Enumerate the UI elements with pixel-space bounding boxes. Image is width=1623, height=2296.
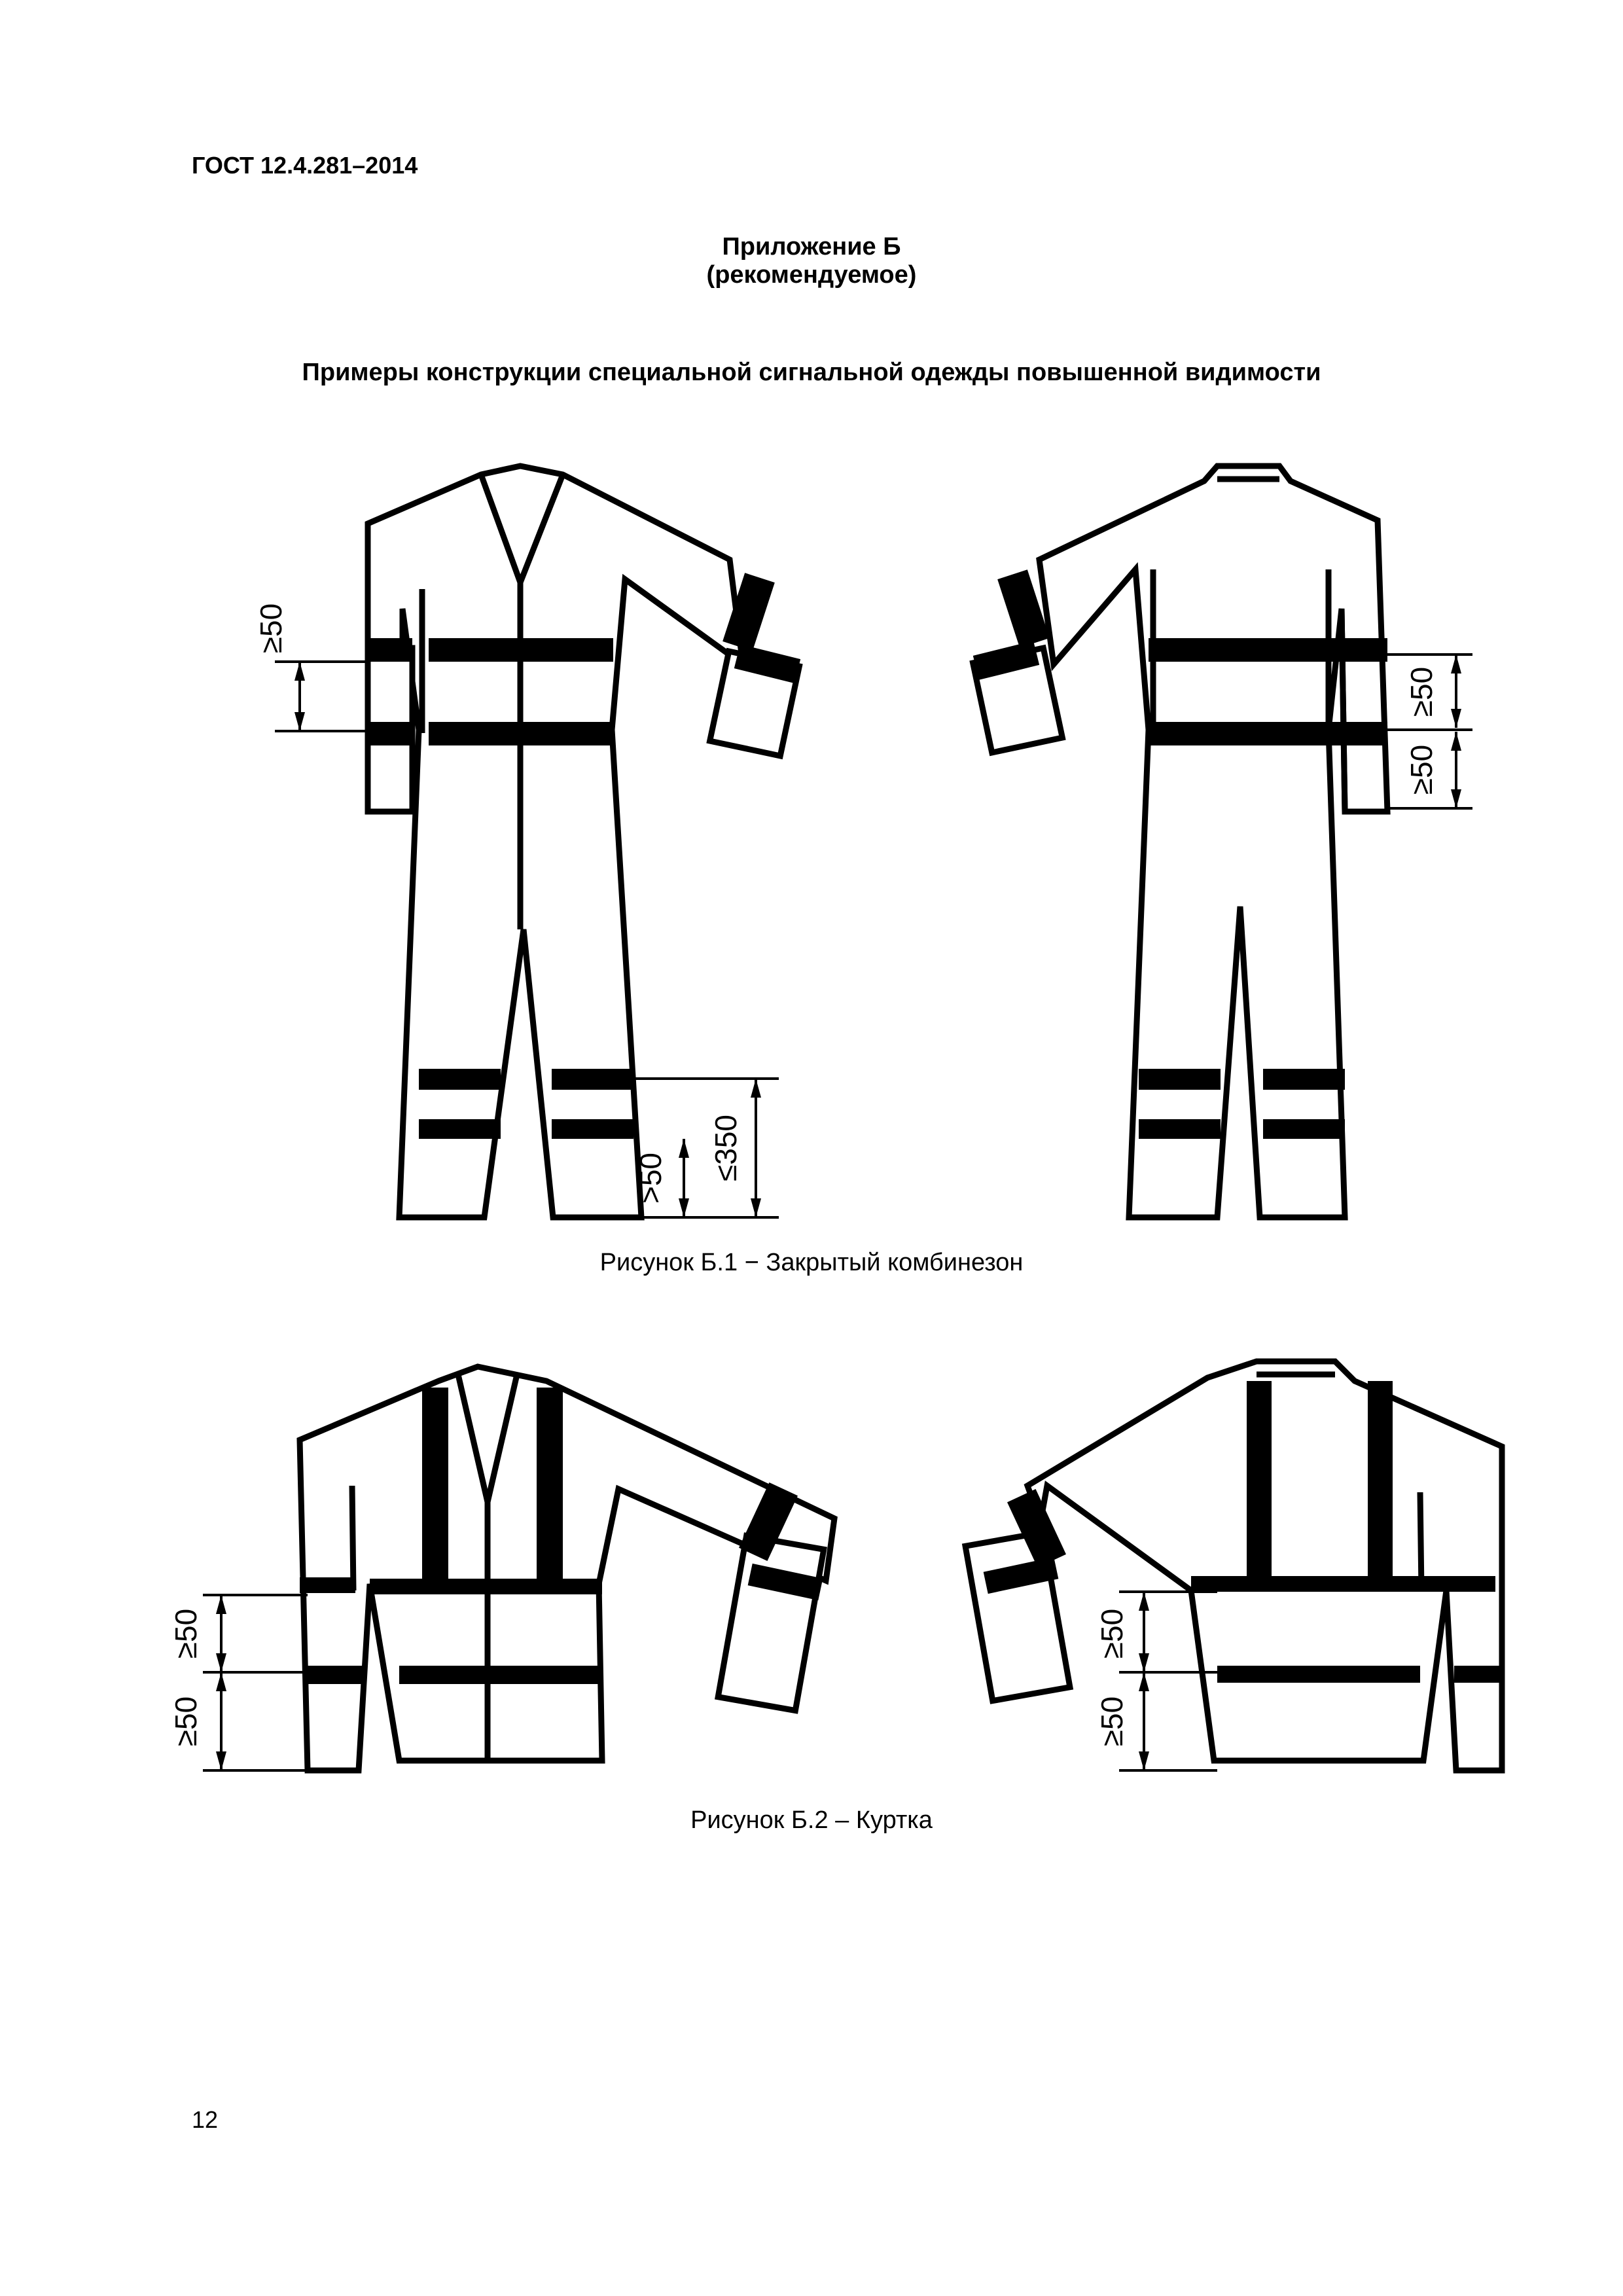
coverall-front-drawing	[368, 466, 800, 1217]
dim-right-band-1: ≥50	[1404, 666, 1438, 717]
dim-leg-band-height: ≤350	[709, 1115, 743, 1181]
document-header: ГОСТ 12.4.281–2014	[192, 152, 418, 179]
appendix-status: (рекомендуемое)	[706, 261, 917, 289]
jacket-dim-right-2: ≥50	[1095, 1696, 1129, 1747]
dim-right-band-2: ≥50	[1404, 744, 1438, 795]
figure2-caption: Рисунок Б.2 – Куртка	[690, 1806, 933, 1834]
jacket-dim-left-2: ≥50	[169, 1696, 203, 1747]
appendix-name: Приложение Б	[722, 233, 901, 260]
figure-jacket	[0, 1309, 1623, 1964]
jacket-dim-left-1: ≥50	[169, 1608, 203, 1659]
dim-leg-band-gap: >50	[633, 1152, 668, 1204]
figure1-caption: Рисунок Б.1 − Закрытый комбинезон	[599, 1249, 1024, 1276]
jacket-back-drawing	[965, 1361, 1502, 1770]
dim-band-spacing: ≥50	[254, 603, 288, 654]
page-number: 12	[192, 2106, 219, 2133]
jacket-dim-right-1: ≥50	[1095, 1608, 1129, 1659]
section-title: Примеры конструкции специальной сигнальной одежды повышенной видимости	[302, 359, 1321, 386]
coverall-back-drawing	[973, 466, 1387, 1217]
jacket-front-drawing	[300, 1367, 834, 1770]
